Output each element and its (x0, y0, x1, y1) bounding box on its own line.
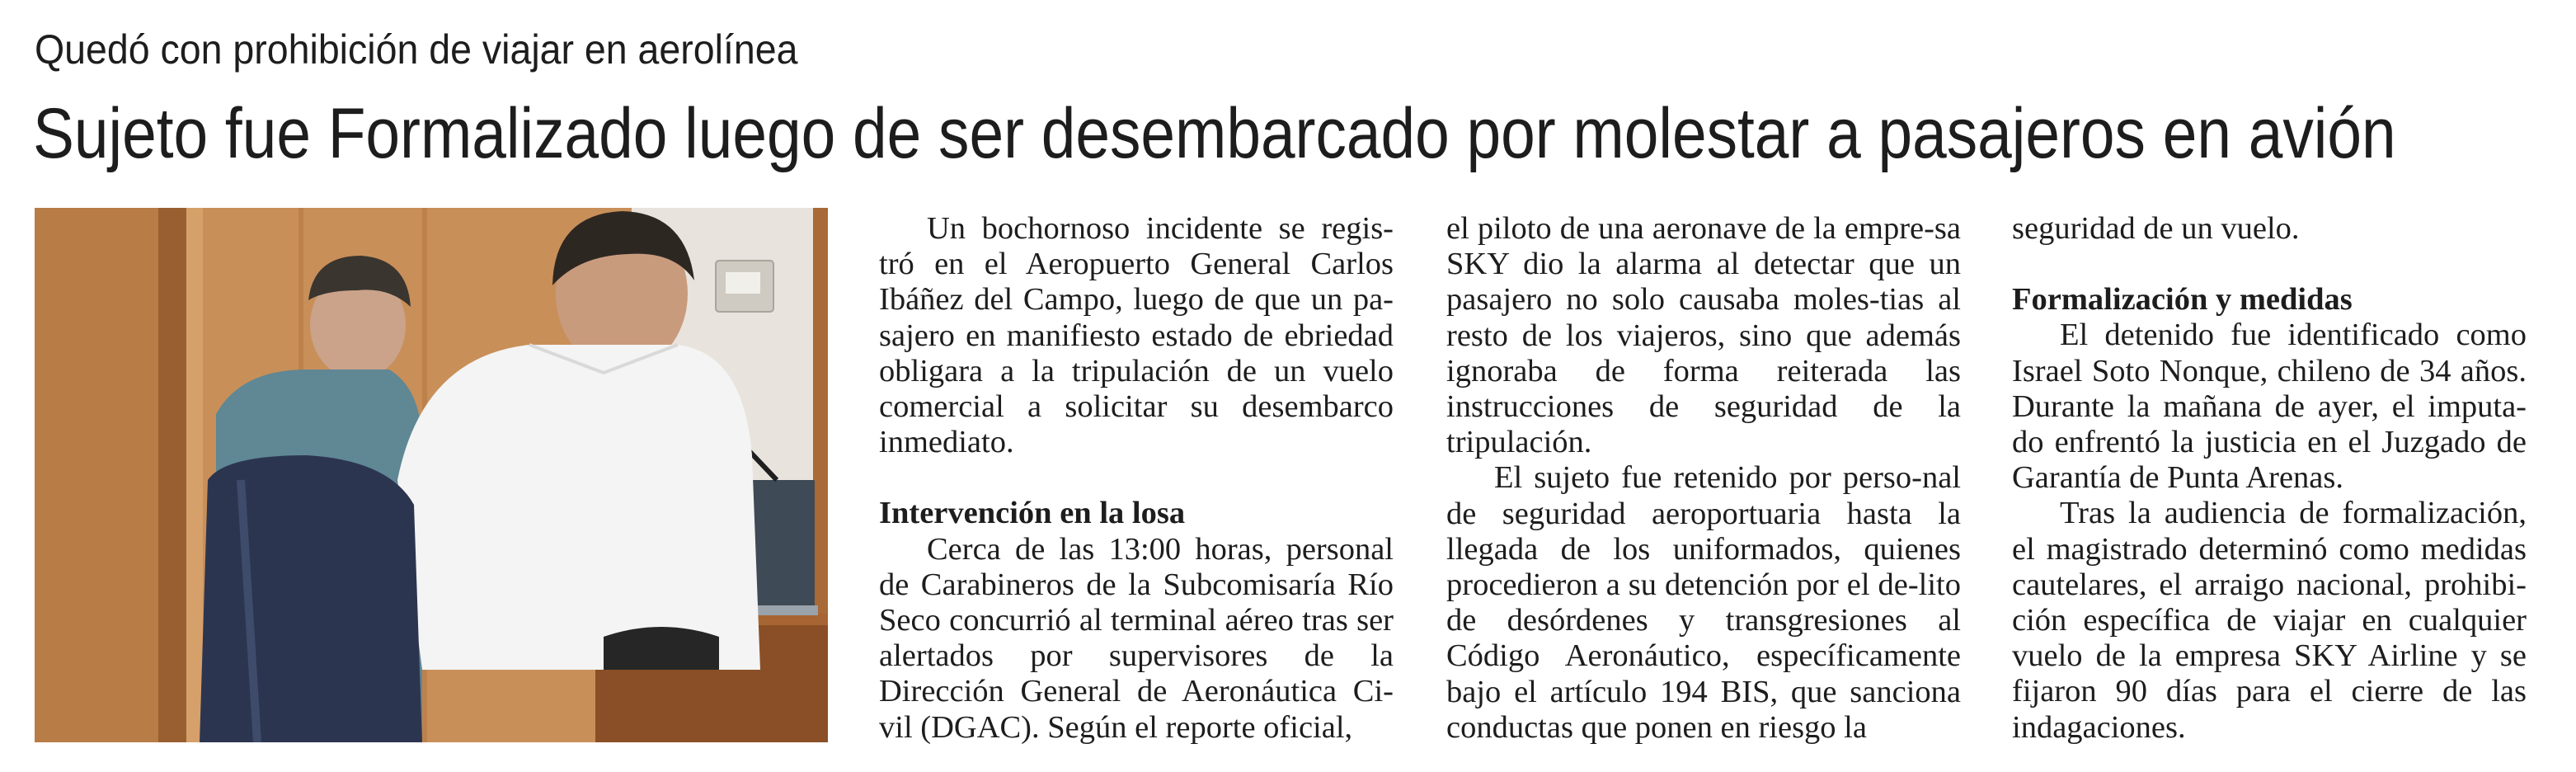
body-paragraph: Tras la audiencia de formalización, el magistrado determinó como medidas cautelares, el arraigo nacional, prohibi-ción específica de viajar en cualquier vuelo de la empresa SKY Airline y se fijaron 90 días para el cierre de las indagaciones. (2012, 496, 2527, 745)
section-heading: Intervención en la losa (879, 496, 1186, 531)
courtroom-photo (35, 208, 828, 742)
article-kicker: Quedó con prohibición de viajar en aerolínea (35, 26, 798, 73)
body-paragraph: Cerca de las 13:00 horas, personal de Carabineros de la Subcomisaría Río Seco concurrió al terminal aéreo tras ser alertados por supervisores de la Dirección General de Aeronáutica Ci-vil (DGAC). Según el reporte oficial, (879, 531, 1394, 745)
body-paragraph: seguridad de un vuelo. (2012, 211, 2300, 246)
article-column-2 (1446, 211, 1961, 746)
courtroom-photo-illustration (35, 208, 828, 742)
body-paragraph: el piloto de una aeronave de la empre-sa SKY dio la alarma al detectar que un pasajero no solo causaba moles-tias al resto de los viajeros, sino que además ignoraba de forma reiterada las instrucciones de seguridad de la tripulación. (1446, 211, 1961, 460)
article-headline: Sujeto fue Formalizado luego de ser desembarcado por molestar a pasajeros en avión (33, 94, 2396, 173)
body-paragraph: El detenido fue identificado como Israel Soto Nonque, chileno de 34 años. Durante la mañana de ayer, el imputa-do enfrentó la justicia en el Juzgado de Garantía de Punta Arenas. (2012, 318, 2527, 496)
body-paragraph: Un bochornoso incidente se regis-tró en el Aeropuerto General Carlos Ibáñez del Campo, luego de que un pa-sajero en manifiesto estado de ebriedad obligara a la tripulación de un vuelo comercial a solicitar su desembarco inmediato. (879, 211, 1394, 460)
section-heading: Formalización y medidas (2012, 282, 2353, 318)
article-column-3 (2012, 211, 2527, 746)
article-column-1 (879, 211, 1394, 746)
body-paragraph: El sujeto fue retenido por perso-nal de seguridad aeroportuaria hasta la llegada de los uniformados, quienes procedieron a su detención por el de-lito de desórdenes y transgresiones al Código Aeronáutico, específicamente bajo el artículo 194 BIS, que sanciona conductas que ponen en riesgo la (1446, 460, 1961, 745)
